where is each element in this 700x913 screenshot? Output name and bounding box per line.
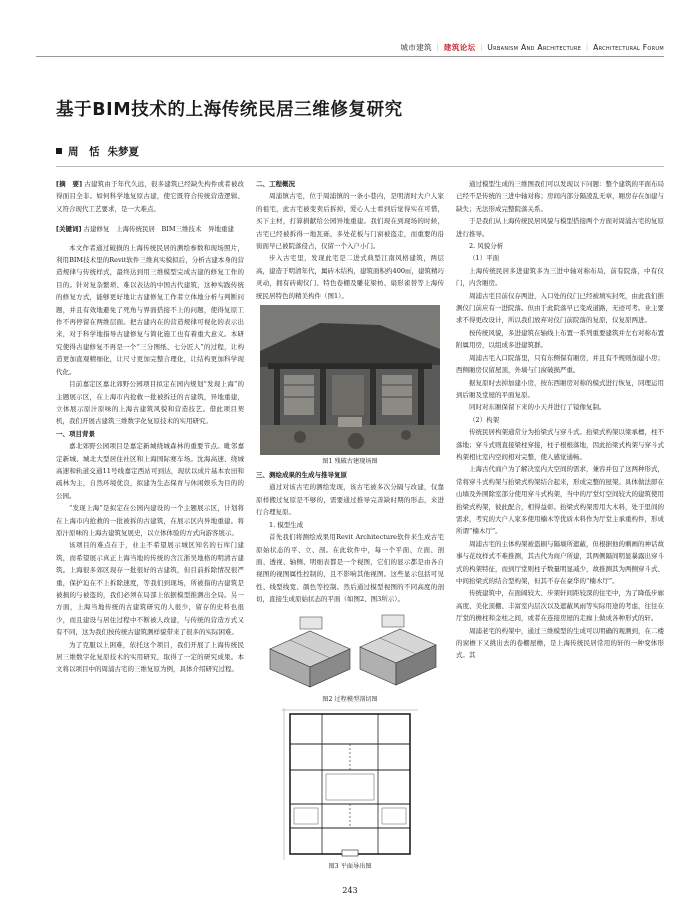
text-column-2 — [256, 178, 444, 874]
floor-plan-image — [282, 708, 418, 860]
figure-caption: 图3 平面导出图 — [328, 862, 372, 870]
abstract — [56, 178, 244, 215]
abstract-label: [摘 要] — [56, 180, 83, 188]
keywords-text: 古建修复 上海传统民居 BIM三维技术 异地重建 — [83, 225, 235, 234]
author-name: 朱梦夏 — [107, 146, 139, 158]
paragraph: 周浦镇古宅，位于周浦镇的一条小巷内，是明清时大户人家的祖宅，此古宅被变卖后拆掉，爱心人士看到后觉得实在可惜，买下主材，打算捐献给公园异地重建。我们现在到现场的时候，古宅已经被拆得一地瓦砾，多处花板与门窗被盗走，而重要的沿街面早已被院落侵占，仅留一个入户小门。 — [256, 192, 444, 251]
article-title: 基于BIM技术的上海传统民居三维修复研究 — [56, 100, 403, 120]
paragraph: 通过对该古宅的测绘发现，该古宅被多次分隔与改建，仅靠原样搬过复原是不够的，需要通过推导完善缺时期的形态，来进行合理复原。 — [256, 483, 444, 517]
keywords — [56, 223, 244, 235]
header-rule — [36, 56, 664, 57]
subsection-heading: 1. 模型生成 — [269, 520, 304, 529]
paragraph: 据复原时去掉加建小房，按东西厢房对称的模式进行恢复，同理运用到后厢及堂屋的平面复原。 — [456, 378, 664, 399]
section-heading: 二、工程概况 — [256, 180, 295, 188]
paragraph: 传统建筑中，在面阔较大、步架轩间距较深的住宅中，为了降低步廊高度、美化顶棚、丰富室内层次以及遮蔽风雨等实际用途的考虑，往往在厅堂的檐柱和金柱之间，或者在连接房屋的走廊上做成各种形式的轩。 — [456, 589, 664, 623]
header-column: 建筑论坛 — [443, 43, 476, 52]
header-journal-en: Urbanism And Architecture — [487, 43, 582, 52]
paragraph: 周浦古宅目前仅存两进，入口处的仪门已经被填实封死，由此我们推测仪门前应有一进院落。但由于此院落早已变成道路，无迹可考。业主要求不得更改设计，所以我们放弃对仪门前院落的复原，仅复原两进。 — [456, 291, 664, 325]
paragraph: 目前嘉定区嘉北郊野公园项目拟定在园内规划“发现上海”的主题展示区，在上海市内抢救一批被拆迁的古建筑，异地重建，立体展示原汁原味的上海古建筑风貌和营造技艺。借此项目契机，我们开展古建筑三维数字化复原技术的实用研究。 — [56, 380, 244, 426]
ruined-house-photo — [260, 305, 440, 455]
abstract-text: 古建筑由于年代久远，很多建筑已经缺失构件或者被改得面目全非。如何科学地复原古建，使它既符合传统营造逻辑、又符合现代工艺要求，是一大难点。 — [56, 180, 244, 213]
running-header: 城市建筑 ｜ 建筑论坛 ｜ Urbanism And Architecture ｜ Architectural Forum — [400, 43, 664, 52]
paragraph: 周浦老宅的构架中，通过三维模型的生成可以明确的观测到，在二楼的窗檐下又挑出去的卷棚屋檐，是上海传统民居常用的轩的一种变体形式。其 — [456, 626, 664, 660]
paragraph: 于是我们从上海传统民居风貌与模型搭接两个方面对周浦古宅的复原进行推导。 — [456, 217, 664, 238]
section-heading: 一、项目背景 — [56, 429, 95, 438]
header-section: 城市建筑 — [400, 43, 432, 52]
paragraph: 周浦古宅入口院落里，只有东侧保有厢房，并且有不规则加建小房；西侧厢房仅留屋顶，外墙与门窗破损严重。 — [456, 353, 664, 375]
keywords-label: [关键词] — [56, 225, 82, 234]
site-photo-image — [260, 305, 440, 455]
floor-plan-drawing — [282, 708, 418, 860]
figure-caption: 图1 残破古建现场图 — [322, 458, 378, 466]
paragraph: 周浦古宅的主体构架被盗刷与隔墙所遮蔽，但根据他的剩画的神话故事与花纹样式不难推测，其古代为商户所建，其两侧隔间明显暴露出穿斗式的构架特征，而到厅堂则柱子数量明显减少，故推测其为两侧穿斗式、中间抬梁式的结合型构架，但其不存在豪华的“楠木厅”。 — [456, 539, 664, 585]
text-column-3 — [456, 178, 664, 662]
paragraph: 按传统风貌，多进建筑在轴线上布置一系列重要建筑并左右对称布置附属用房，以组成多进建筑群。 — [456, 328, 664, 350]
author-name: 周 恬 — [68, 146, 100, 158]
paragraph: 首先我们将测绘成果用Revit Architecture软件来生成古宅原始状态的平、立、剖。在此软件中，每一个平面、立面、剖面、透视、轴侧、明细表都是一个视图，它们的显示都是由各自视图的视图属性控制的，且不影响其他视图。这些显示包括可见性、线型线宽、颜色等控制。然后通过模型视图的不同高度的剖切，直接生成原始状态的平面（如图2、图3所示）。 — [256, 533, 444, 604]
paragraph: 本文作者通过破损的上海传统民居的测绘参数和现场照片，利用BIM技术里的Revit软件三维真实模拟后，分析古建本身的营造规律与传统样式，最终达到用三维模型完成古建的修复工作的目的。针对复杂繁琐、难以表达的中国古代建筑，这种实践传统的修复方式，能够更好地让古建修复工作者立体地分析与判断问题，并且有效地避免了死角与界面搭接不上的问题，使得复原工作不再停留在两维层面。把古建内在的营造规律可视化的表示出来，对于科学地指导古建修复与简化施工也有着重大意义。本研究使得古建修复不再是一个“三分图纸、七分匠人”的过程，让构造更加直观精细化，让尺寸更加完整合理化，让结构更加科学现代化。 — [56, 243, 244, 376]
abstract-block — [56, 178, 244, 236]
figure-caption: 图2 过程模型剖切图 — [322, 695, 378, 703]
section-model-image — [260, 609, 440, 693]
subsection-heading: （1）平面 — [469, 254, 500, 263]
paragraph: 上海传统民居多进建筑多为三进中轴对称布局，前有院落，中有仪门，内含厢房。 — [456, 266, 664, 288]
paragraph: 传统民居构架通常分为抬梁式与穿斗式。抬梁式构架以梁承檩，柱不落地；穿斗式则直接梁柱穿接，柱子根根落地，因此抬梁式构架与穿斗式构架相比室内空间相对完整，使人感觉通畅。 — [456, 428, 664, 461]
figure-3 — [256, 708, 444, 872]
paragraph: 通过模型生成的三维图我们可以发现以下问题：整个建筑的平面布局已经不是传统的三进中轴对称；房间内部分隔凌乱无章，厢房存在加建与缺失；无法形成完整院落关系。 — [456, 180, 664, 213]
figure-1 — [256, 305, 444, 467]
page-number: 243 — [342, 886, 358, 895]
paragraph: “发现上海”是拟定在公园内建设的一个主题展示区，计划将在上海市内抢救的一批被拆的古建筑，在展示区内异地重建。将原汁原味的上海古建筑复展史，以立体体验的方式向游客展示。 — [56, 504, 244, 537]
figure-2 — [256, 609, 444, 705]
paragraph: 步入古宅里，发现此宅是二进式典型江南风格建筑，两层高，建造于明清年代，属砖木结构，建筑面积约400㎡，建筑精巧灵动，拥有砖砌仪门、特色卷棚及雕花梁枋、扇形雀替等上海传统民居特色的精美构件（图1）。 — [256, 254, 444, 300]
subsection-heading: 2. 风貌分析 — [469, 242, 504, 251]
title-rule — [56, 166, 664, 167]
paragraph: 为了克服以上困难，依托这个项目，我们开展了上海传统民居三维数字化复原技术的实用研究，取得了一定的研究成果。本文将以项目中的周浦古宅的三维复原为例，具体介绍研究过程。 — [56, 640, 244, 674]
section-model-drawing — [260, 609, 440, 693]
paragraph: 同时对东厢保留下来的小天井进行了镜像复制。 — [469, 403, 606, 412]
section-heading: 三、测绘成果的生成与推导复原 — [256, 471, 347, 480]
text-column-1 — [56, 178, 244, 676]
paragraph: 嘉北郊野公园项目是嘉定新城绕城森林的重要节点。毗邻嘉定新城、城北大型居住社区和上海国际赛车场。沈海高速、绕城高速和轨道交通11号线嘉定西站可到达，现状以成片基本农田和疏林为主，自然环境优良，拟建为生态保育与休闲娱乐为目的的公园。 — [56, 442, 244, 500]
subsection-heading: （2）构架 — [469, 415, 500, 424]
paragraph: 上海古代商户为了解决室内大空间的需求，兼容并包了这两种形式，常将穿斗式构架与抬梁式构架结合起来，形成完整的屋架。具体做法即在山墙及外围除室部分使用穿斗式构架，当中的厅堂灯空间较大的建筑使用抬梁式构架，彼此配合，相得益彰。抬梁式构架需用大木料，处于里间的需求，考究的大户人家多使用楠木等优质木料作为厅堂主承重构件，形成所谓“楠木厅”。 — [456, 465, 664, 536]
paragraph: 该项目的难点在于，业主不希望展示城区知名的石库门建筑，而希望展示真正上海当地的传统的含江浙吴地格的明清古建筑。上海很多郊区现存一批很好的古建筑，但目前拆除情况很严重，保护迫在不上拆除速度，等我们到现场，所被指的古建筑是被损的与被盗的，我们必须在局部上依据模型推测出全局。另一方面，上海当地传统的古建筑研究的人很少，留存的史料也很少，而且建设与居住过程中不断被人改建，与传统的营造方式又有不同，这为我们按传统古建筑测样貌带来了很多的实际困难。 — [56, 541, 244, 637]
header-forum-en: Architectural Forum — [593, 43, 664, 52]
author-line — [56, 144, 139, 159]
square-bullet-icon — [56, 148, 62, 154]
